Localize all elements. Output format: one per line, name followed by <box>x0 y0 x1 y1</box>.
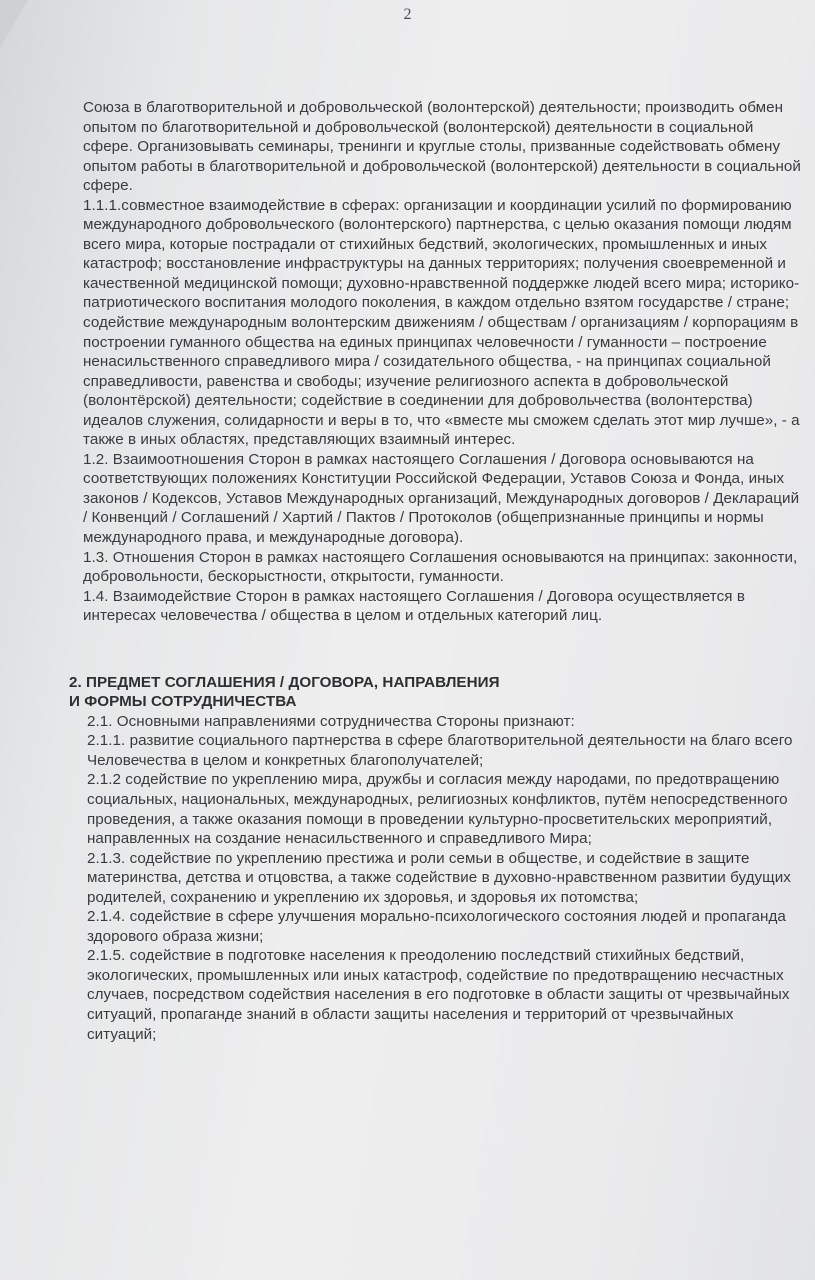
paragraph-2-1-5: 2.1.5. содействие в подготовке населения к преодолению последствий стихийных бедствий, экологических, промышленных или иных катастроф, содействие по предотвращению несчастных случаев, посредством содействия населения в его подготовке в области защиты от чрезвычайных ситуаций, пропаганде знаний в области защиты населения и территорий от чрезвычайных ситуаций; <box>87 947 790 1043</box>
page-number: 2 <box>403 6 412 23</box>
section-gap <box>69 626 804 673</box>
paragraph-1-2: 1.2. Взаимоотношения Сторон в рамках настоящего Соглашения / Договора основываются на соответствующих положениях Конституции Российской Федерации, Уставов Союза и Фонда, иных законов / Кодексов, Уставов Международных организаций, Международных договоров / Деклараций / Конвенций / Соглашений / Хартий / Пактов / Протоколов (общепризнанные принципы и нормы международного права, и международные договора). <box>83 450 800 547</box>
section-2-body <box>69 712 804 1044</box>
paragraph-1-1-1: 1.1.1.совместное взаимодействие в сферах: организации и координации усилий по формированию международного добровольческого (волонтерского) партнерства, с целью оказания помощи людям всего мира, которые пострадали от стихийных бедствий, экологических, промышленных и иных катастроф; восстановление инфраструктуры на данных территориях; получения своевременной и качественной медицинской помощи; духовно-нравственной поддержке людей всего мира; историко-патриотического воспитания молодого поколения, в каждом отдельно взятом государстве / стране; содействие международным волонтерским движениям / обществам / организациям / корпорациям в построении гуманного общества на единых принципах человечности / гуманности – построение ненасильственного справедливого мира / созидательного общества, - на принципах социальной справедливости, равенства и свободы; изучение религиозного аспекта в добровольческой (волонтёрской) деятельности; содействие в соединении для добровольчества (волонтерства) идеалов служения, солидарности и веры в то, что «вместе мы сможем сделать этот мир лучше», - а также в иных областях, представляющих взаимный интерес. <box>83 196 800 449</box>
paragraph-2-1-3: 2.1.3. содействие по укреплению престижа и роли семьи в обществе, и содействие в защите материнства, детства и отцовства, а также содействие в духовно-нравственном развитии будущих родителей, сохранению и укреплению их здоровья, и здоровья их потомства; <box>87 849 791 906</box>
paragraph-1-3: 1.3. Отношения Сторон в рамках настоящего Соглашения основываются на принципах: законности, добровольности, бескорыстности, открытости, гуманности. <box>83 548 798 586</box>
section-2-heading-line-2: И ФОРМЫ СОТРУДНИЧЕСТВА <box>69 693 297 711</box>
paragraph-2-1-1: 2.1.1. развитие социального партнерства в сфере благотворительной деятельности на благо всего Человечества в целом и конкретных благополучателей; <box>87 732 793 769</box>
document-body <box>69 98 804 1044</box>
section-2-heading-line-1: 2. ПРЕДМЕТ СОГЛАШЕНИЯ / ДОГОВОРА, НАПРАВЛЕНИЯ <box>69 673 500 691</box>
paragraph-intro: Союза в благотворительной и добровольческой (волонтерской) деятельности; производить обмен опытом по благотворительной и добровольческой (волонтерской) деятельности в социальной сфере. Организовывать семинары, тренинги и круглые столы, призванные содействовать обмену опытом работы в благотворительной и добровольческой (волонтерской) деятельности в социальной сфере. <box>83 99 801 195</box>
paragraph-1-4: 1.4. Взаимодействие Сторон в рамках настоящего Соглашения / Договора осуществляется в интересах человечества / общества в целом и отдельных категорий лиц. <box>83 587 745 625</box>
paragraph-2-1-4: 2.1.4. содействие в сфере улучшения морально-психологического состояния людей и пропаганда здорового образа жизни; <box>87 908 786 945</box>
paragraph-2-1: 2.1. Основными направлениями сотрудничества Стороны признают: <box>87 712 575 730</box>
paragraph-2-1-2: 2.1.2 содействие по укреплению мира, дружбы и согласия между народами, по предотвращению социальных, национальных, международных, религиозных конфликтов, путём непосредственного проведения, а также оказания помощи в проведении культурно-просветительских мероприятий, направленных на создание ненасильственного и справедливого Мира; <box>87 771 788 848</box>
